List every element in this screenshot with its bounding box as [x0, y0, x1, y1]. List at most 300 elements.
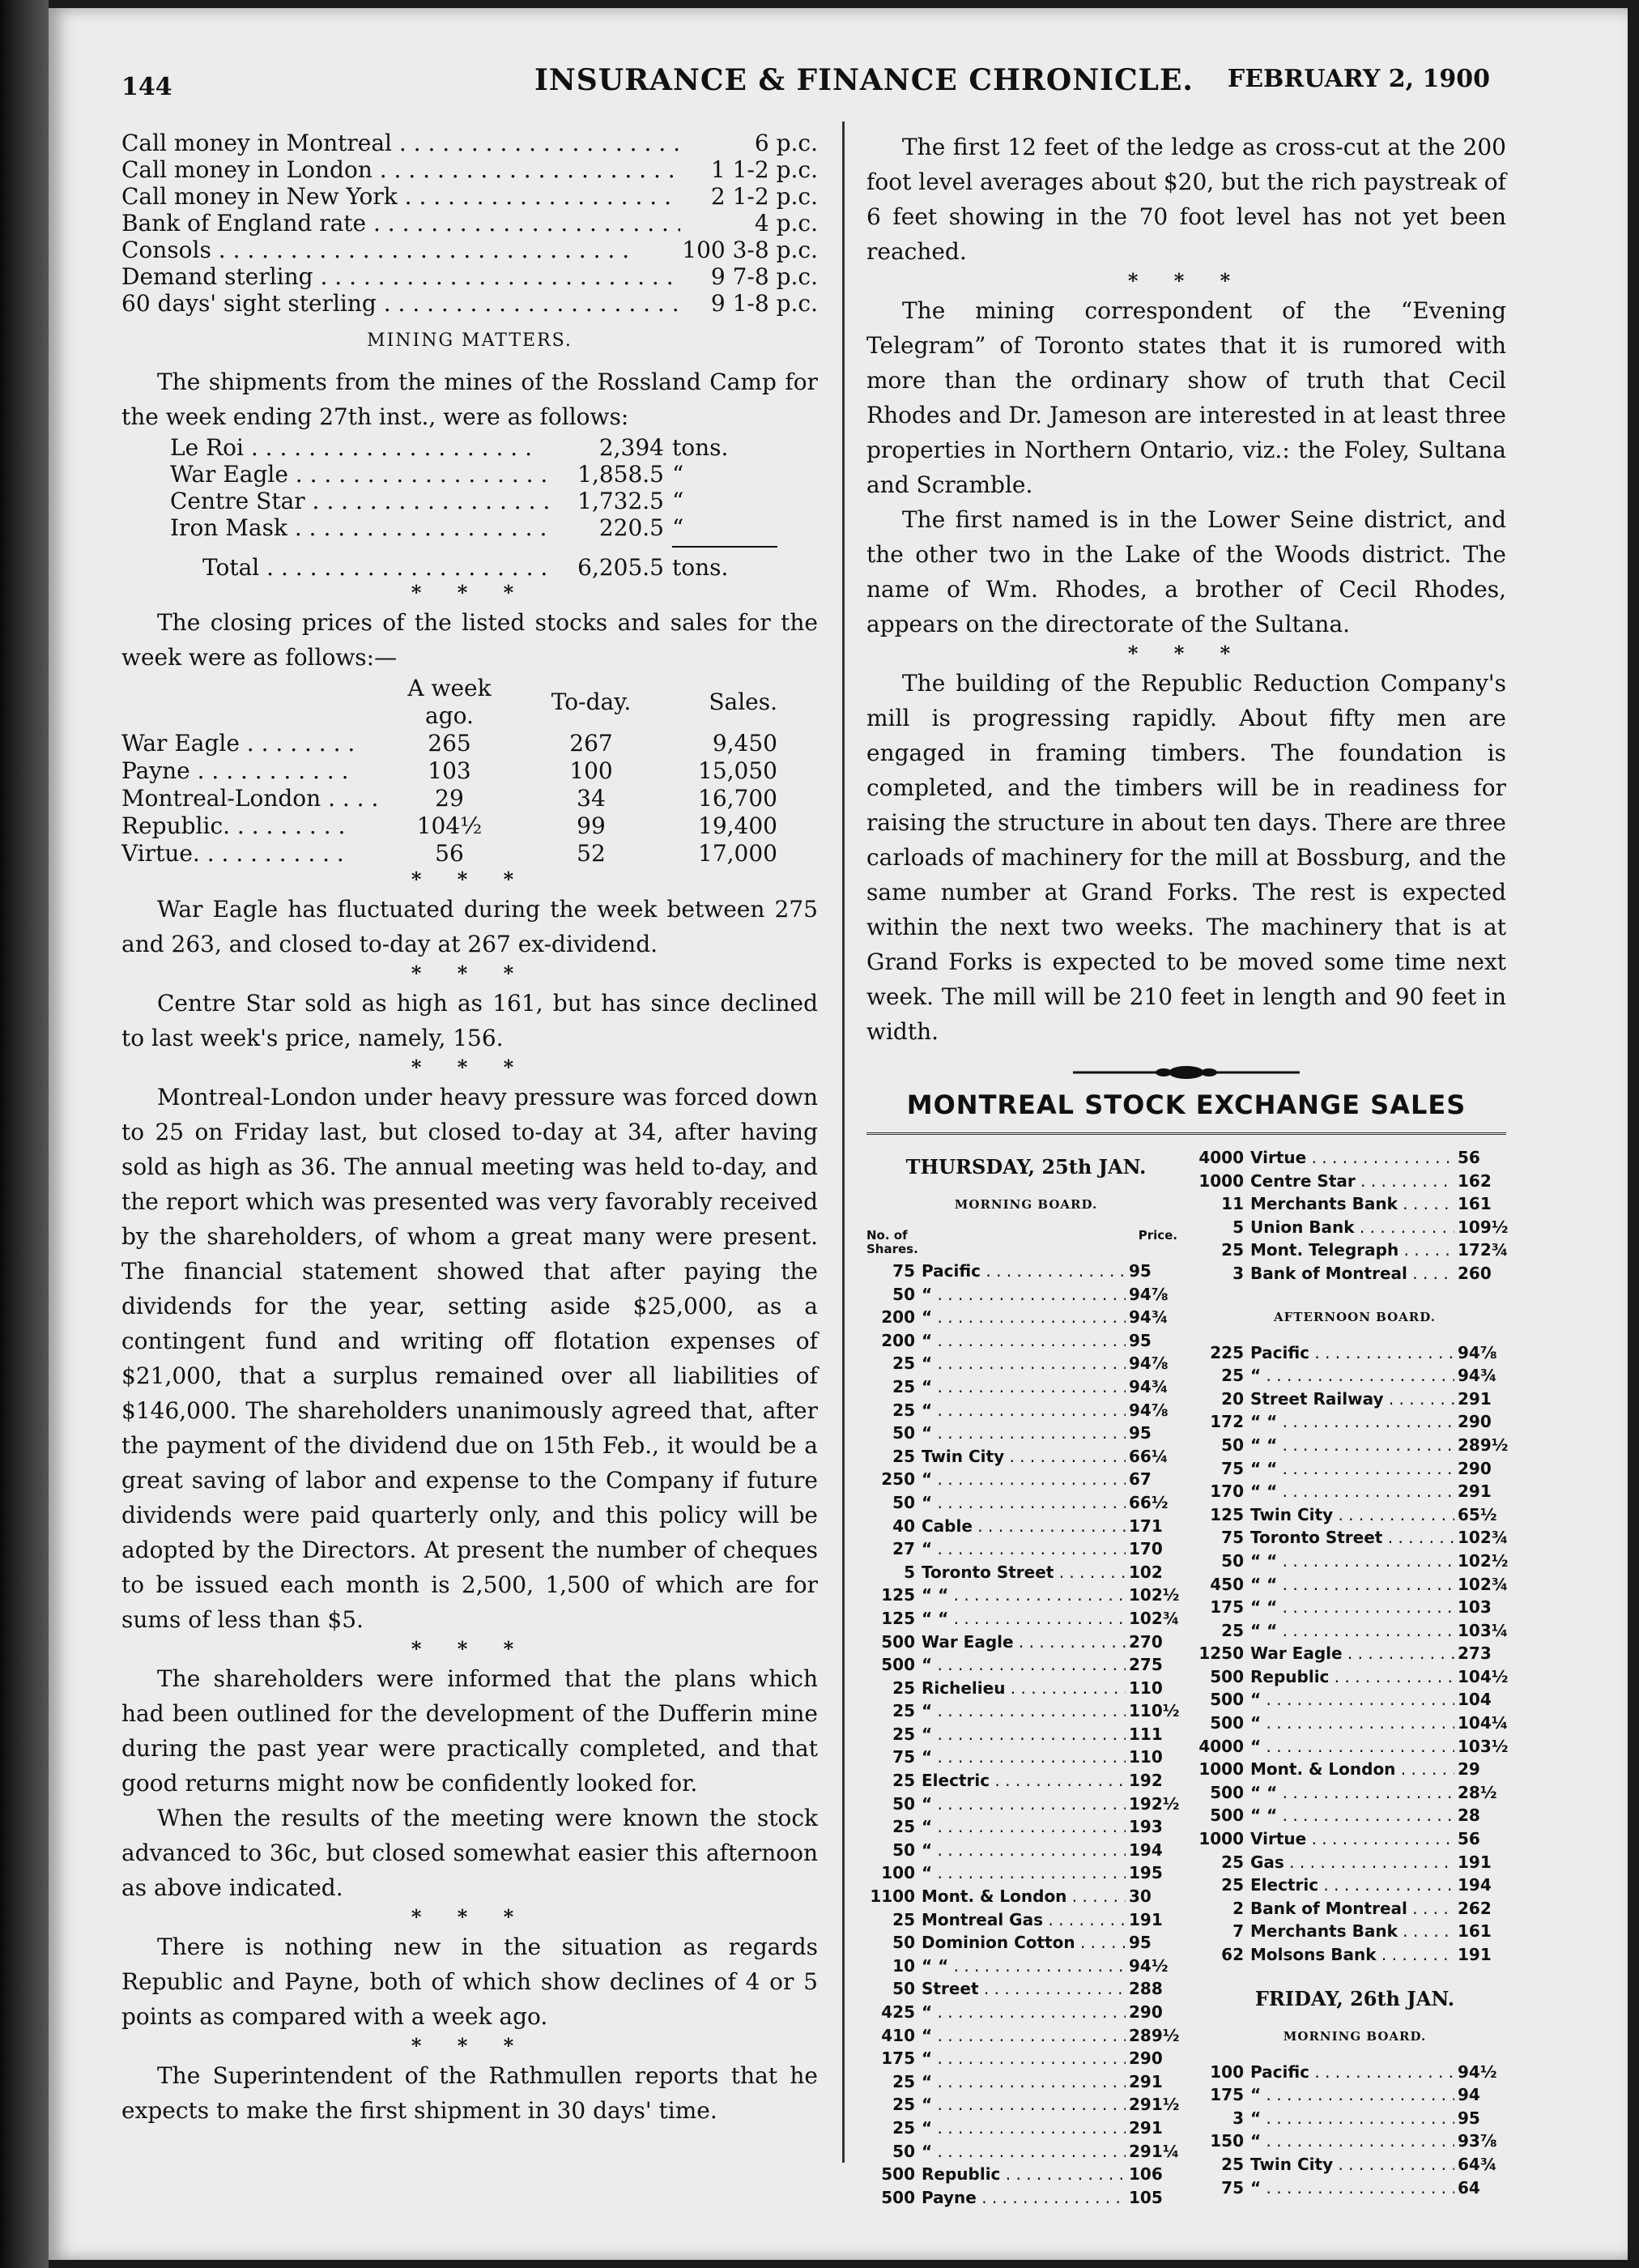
page-number: 144 [121, 73, 172, 101]
sale-quantity: 3 [1232, 1263, 1244, 1283]
sale-row [866, 1631, 1186, 1654]
separator-stars: * * * [411, 1637, 529, 1660]
sale-price: 103½ [1458, 1736, 1509, 1756]
sale-row [866, 1769, 1186, 1793]
shipments-list [121, 434, 818, 581]
sale-price: 66¼ [1129, 1446, 1169, 1466]
rate-row: Demand sterling . . . 9 7-8 p.c. [121, 263, 818, 290]
sale-price: 291 [1129, 2071, 1163, 2091]
sale-row [866, 2117, 1186, 2140]
column-divider [842, 122, 845, 2163]
paragraph: The building of the Republic Reduction Company's mill is progressing rapidly. About fifty men are engaged in framing timbers. The foundation is completed, and the timbers will be in readiness for raising the structure in about ten days. There are three carloads of machinery for the mill at Bossburg, and the same number at Grand Forks. The rest is expected within the next two weeks. The machinery that is at Grand Forks is expected to be moved some time next week. The mill will be 210 feet in length and 90 feet in width. [866, 670, 1506, 1045]
sale-price: 194 [1129, 1840, 1163, 1860]
publication-title: INSURANCE & FINANCE CHRONICLE. [534, 63, 1194, 97]
sale-row [1195, 1804, 1514, 1827]
sale-quantity: 100 [1210, 2061, 1244, 2082]
sale-quantity: 25 [892, 1817, 915, 1837]
sale-stock-name: “ . . . [1250, 2129, 1454, 2153]
sale-quantity: 25 [1221, 1875, 1244, 1895]
sale-row [866, 1908, 1186, 1932]
sale-row [866, 1861, 1186, 1885]
sale-price: 291 [1129, 2117, 1163, 2138]
sale-stock-name: “ . . . [1250, 2107, 1454, 2130]
sale-price: 260 [1458, 1263, 1492, 1283]
issue-date: FEBRUARY 2, 1900 [1227, 65, 1490, 93]
sale-price: 191 [1129, 1909, 1163, 1929]
sale-row [1195, 1619, 1514, 1643]
sale-quantity: 75 [892, 1261, 915, 1281]
shipment-row: Centre Star . . . 1,732.5 “ [121, 488, 818, 514]
sale-price: 275 [1129, 1655, 1163, 1675]
sale-quantity: 7 [1232, 1921, 1244, 1942]
sale-quantity: 5 [904, 1562, 915, 1582]
sale-quantity: 25 [892, 2117, 915, 2138]
sale-row [1195, 1874, 1514, 1897]
sale-row [1195, 1262, 1514, 1285]
sale-quantity: 25 [892, 1354, 915, 1374]
sale-quantity: 50 [892, 1840, 915, 1860]
sale-quantity: 425 [881, 2002, 915, 2022]
sale-row [866, 1537, 1186, 1561]
sale-row [866, 1352, 1186, 1375]
sale-quantity: 50 [892, 1492, 915, 1512]
sale-price: 291½ [1129, 2095, 1180, 2115]
sale-quantity: 410 [881, 2025, 915, 2045]
sale-stock-name: “ . . . [922, 1699, 1126, 1723]
exchange-sales [866, 1146, 1509, 2209]
sale-price: 291 [1458, 1388, 1492, 1409]
sale-quantity: 500 [1210, 1782, 1244, 1802]
sale-row [1195, 1216, 1514, 1239]
sale-price: 95 [1458, 2108, 1480, 2128]
sale-stock-name: Merchants Bank . . . [1250, 1920, 1454, 1943]
sale-row [1195, 1758, 1514, 1781]
table-row: Payne . . . . . . . . . . . 103 100 15,050 [121, 757, 777, 784]
sale-price: 94½ [1129, 1955, 1169, 1976]
sale-quantity: 175 [881, 2048, 915, 2069]
sale-price: 161 [1458, 1194, 1492, 1214]
sale-stock-name: Street . . . [922, 1977, 1126, 2001]
sale-row [1195, 1712, 1514, 1735]
sale-row [866, 1283, 1186, 1307]
sale-stock-name: Pacific . . . [1250, 2061, 1454, 2084]
sale-stock-name: “ . . . [922, 1422, 1126, 1445]
sale-quantity: 75 [1221, 2177, 1244, 2198]
sale-stock-name: “ . . . [1250, 1688, 1454, 1712]
rates-list [121, 130, 818, 317]
sale-price: 28 [1458, 1805, 1480, 1826]
sale-stock-name: “ . . . [922, 1653, 1126, 1677]
sales-list [866, 1260, 1186, 2209]
board-heading: MORNING BOARD. [954, 1197, 1098, 1212]
sale-row [1195, 1851, 1514, 1874]
separator-stars: * * * [411, 2034, 529, 2057]
sale-stock-name: “ . . . [1250, 2083, 1454, 2107]
sale-stock-name: Bank of Montreal . . . [1250, 1897, 1454, 1921]
sale-quantity: 25 [892, 1771, 915, 1791]
sale-quantity: 500 [881, 2187, 915, 2207]
sale-quantity: 25 [1221, 1240, 1244, 1260]
sale-row [866, 2186, 1186, 2210]
sale-price: 110 [1129, 1747, 1163, 1767]
sale-stock-name: “ . . . [922, 2024, 1126, 2048]
sale-quantity: 500 [881, 1631, 915, 1652]
sale-row [1195, 1642, 1514, 1665]
sale-stock-name: “ . . . [922, 1399, 1126, 1422]
sale-quantity: 500 [1210, 1713, 1244, 1733]
sale-price: 95 [1129, 1423, 1152, 1443]
sale-price: 95 [1129, 1933, 1152, 1953]
sale-stock-name: Bank of Montreal . . . [1250, 1262, 1454, 1285]
sale-stock-name: “ “ . . . [1250, 1410, 1454, 1434]
sale-row [866, 1723, 1186, 1746]
sale-row [1195, 1526, 1514, 1550]
shares-column-label: No. of Shares. [866, 1228, 918, 1256]
sale-row [866, 1445, 1186, 1469]
sale-quantity: 1250 [1198, 1643, 1244, 1664]
sale-row [1195, 1897, 1514, 1921]
sale-stock-name: Dominion Cotton . . . [922, 1931, 1126, 1955]
sale-quantity: 500 [881, 1655, 915, 1675]
sale-price: 105 [1129, 2187, 1163, 2207]
sale-price: 56 [1458, 1148, 1480, 1167]
sale-stock-name: Republic . . . [1250, 1665, 1454, 1689]
sale-price: 65½ [1458, 1504, 1497, 1524]
sale-row [1195, 1596, 1514, 1619]
paragraph: The first named is in the Lower Seine district, and the other two in the Lake of the Woods district. The name of Wm. Rhodes, a brother of Cecil Rhodes, appears on the directorate of the Sultana. [866, 506, 1506, 637]
sale-stock-name: “ . . . [922, 1861, 1126, 1885]
exchange-rule [866, 1132, 1506, 1135]
sale-price: 289½ [1129, 2025, 1180, 2045]
sale-stock-name: “ . . . [922, 2093, 1126, 2117]
sale-row [866, 1607, 1186, 1631]
table-row: Montreal-London . . . . 29 34 16,700 [121, 785, 777, 812]
sale-price: 106 [1129, 2164, 1163, 2185]
sale-stock-name: Union Bank . . . [1250, 1216, 1454, 1239]
rate-row: Bank of England rate . . . 4 p.c. [121, 210, 818, 237]
sale-quantity: 100 [881, 1863, 915, 1883]
sale-price: 262 [1458, 1898, 1492, 1918]
sale-row [866, 1977, 1186, 2001]
sale-row [866, 2093, 1186, 2117]
table-row: War Eagle . . . . . . . . 265 267 9,450 [121, 730, 777, 757]
shipment-row: Le Roi . . . 2,394 tons. [121, 434, 818, 461]
sale-stock-name: “ . . . [922, 2140, 1126, 2164]
paragraph: The Superintendent of the Rathmullen reports that he expects to make the first shipment in 30 days' time. [121, 2062, 818, 2124]
shipment-row: Iron Mask . . . 220.5 “ [121, 514, 818, 541]
sale-row [1195, 2061, 1514, 2084]
sale-stock-name: “ . . . [1250, 1364, 1454, 1388]
sale-price: 67 [1129, 1469, 1152, 1490]
sale-row [866, 1584, 1186, 1607]
sale-quantity: 500 [1210, 1690, 1244, 1710]
sale-stock-name: “ “ . . . [1250, 1804, 1454, 1827]
sale-row [1195, 1688, 1514, 1712]
sale-quantity: 175 [1210, 2085, 1244, 2105]
sale-stock-name: “ . . . [922, 1537, 1126, 1561]
sale-price: 171 [1129, 1516, 1163, 1536]
sale-row [866, 2024, 1186, 2048]
sale-quantity: 25 [892, 1446, 915, 1466]
sale-quantity: 1000 [1198, 1170, 1244, 1191]
sale-row [1195, 1480, 1514, 1503]
sale-price: 66½ [1129, 1492, 1169, 1512]
paragraph: The closing prices of the listed stocks and sales for the week were as follows:— [121, 609, 818, 671]
sale-stock-name: Mont. & London . . . [1250, 1758, 1454, 1781]
sale-stock-name: Twin City . . . [1250, 1503, 1454, 1527]
sale-stock-name: “ . . . [1250, 1735, 1454, 1759]
sales-list [1195, 2061, 1514, 2200]
rate-row: Call money in Montreal . . . 6 p.c. [121, 130, 818, 156]
sale-stock-name: Republic . . . [922, 2163, 1126, 2186]
sale-row [1195, 2107, 1514, 2130]
sale-quantity: 172 [1210, 1412, 1244, 1432]
sale-stock-name: “ . . . [922, 1468, 1126, 1491]
day-heading: THURSDAY, 25th JAN. [905, 1155, 1147, 1179]
sale-quantity: 50 [892, 1979, 915, 1999]
sale-row [1195, 1457, 1514, 1481]
board-heading: MORNING BOARD. [1283, 2028, 1427, 2044]
sale-stock-name: “ . . . [922, 1793, 1126, 1816]
table-header: A week ago. To-day. Sales. [407, 675, 777, 729]
sale-quantity: 50 [1221, 1435, 1244, 1455]
sale-stock-name: “ . . . [922, 2047, 1126, 2070]
sale-price: 64¾ [1458, 2154, 1497, 2174]
sale-price: 291 [1458, 1481, 1492, 1502]
sale-stock-name: “ “ . . . [922, 1584, 1126, 1607]
sale-price: 110½ [1129, 1701, 1180, 1721]
sale-price: 191 [1458, 1852, 1492, 1872]
sale-stock-name: “ . . . [922, 1283, 1126, 1307]
sale-stock-name: Pacific . . . [1250, 1341, 1454, 1365]
rate-row: 60 days' sight sterling . . . 9 1-8 p.c. [121, 290, 818, 317]
sale-price: 56 [1458, 1829, 1480, 1849]
sale-row [1195, 1943, 1514, 1967]
sale-stock-name: “ . . . [922, 2117, 1126, 2140]
sale-quantity: 75 [1221, 1528, 1244, 1548]
sale-price: 103¼ [1458, 1620, 1509, 1640]
sale-price: 94⅞ [1129, 1400, 1169, 1420]
sale-quantity: 50 [892, 2141, 915, 2161]
shipment-row: War Eagle . . . 1,858.5 “ [121, 461, 818, 488]
sale-stock-name: Toronto Street . . . [922, 1561, 1126, 1584]
sale-row [866, 1931, 1186, 1955]
sale-row [1195, 1503, 1514, 1527]
sale-quantity: 200 [881, 1330, 915, 1350]
sale-row [866, 1839, 1186, 1862]
sale-stock-name: Payne . . . [922, 2186, 1126, 2210]
sale-price: 104 [1458, 1690, 1492, 1710]
sale-price: 94¾ [1458, 1366, 1497, 1386]
sale-row [866, 1677, 1186, 1700]
sale-price: 290 [1129, 2048, 1163, 2069]
separator-stars: * * * [411, 1055, 529, 1079]
sale-price: 193 [1129, 1817, 1163, 1837]
sale-stock-name: Street Railway . . . [1250, 1388, 1454, 1411]
paragraph: The shareholders were informed that the plans which had been outlined for the development of the Dufferin mine during the past year were practically completed, and that good returns might now be confidently looked for. [121, 1665, 818, 1797]
sale-stock-name: Virtue . . . [1250, 1827, 1454, 1851]
sale-row [1195, 1573, 1514, 1597]
sale-row [1195, 1781, 1514, 1805]
sale-row [866, 1468, 1186, 1491]
sale-row [1195, 2129, 1514, 2153]
sale-price: 172¾ [1458, 1240, 1509, 1260]
sale-stock-name: “ . . . [922, 1839, 1126, 1862]
sale-row [1195, 2153, 1514, 2176]
sale-price: 194 [1458, 1875, 1492, 1895]
sale-stock-name: “ . . . [922, 1352, 1126, 1375]
sale-price: 102¾ [1458, 1574, 1509, 1594]
paragraph: War Eagle has fluctuated during the week between 275 and 263, and closed to-day at 267 ex-dividend. [121, 896, 818, 957]
sale-price: 94½ [1458, 2061, 1497, 2082]
sale-stock-name: Cable . . . [922, 1515, 1126, 1538]
sale-row [866, 2140, 1186, 2164]
sale-row [866, 2001, 1186, 2024]
sale-price: 111 [1129, 1724, 1163, 1744]
sale-stock-name: War Eagle . . . [922, 1631, 1126, 1654]
sale-quantity: 25 [892, 2095, 915, 2115]
sale-stock-name: Richelieu . . . [922, 1677, 1126, 1700]
sale-price: 95 [1129, 1330, 1152, 1350]
separator-stars: * * * [1127, 642, 1245, 665]
sale-price: 102 [1129, 1562, 1163, 1582]
sale-stock-name: “ “ . . . [1250, 1573, 1454, 1597]
sale-quantity: 50 [892, 1933, 915, 1953]
sale-quantity: 170 [1210, 1481, 1244, 1502]
sale-quantity: 75 [892, 1747, 915, 1767]
sale-row [1195, 2083, 1514, 2107]
sale-stock-name: “ . . . [1250, 2176, 1454, 2200]
sale-stock-name: “ . . . [922, 1329, 1126, 1353]
sale-row [866, 1329, 1186, 1353]
table-row: Republic. . . . . . . . . 104½ 99 19,400 [121, 812, 777, 839]
sale-quantity: 25 [892, 1400, 915, 1420]
sale-price: 290 [1458, 1458, 1492, 1478]
sales-list [1195, 1341, 1514, 1967]
sale-stock-name: “ “ . . . [1250, 1596, 1454, 1619]
section-heading: MINING MATTERS. [367, 330, 573, 351]
sale-quantity: 2 [1232, 1898, 1244, 1918]
sale-price: 195 [1129, 1863, 1163, 1883]
sale-price: 64 [1458, 2177, 1480, 2198]
sale-row [1195, 1665, 1514, 1689]
sale-stock-name: Gas . . . [1250, 1851, 1454, 1874]
sale-row [866, 1561, 1186, 1584]
sale-quantity: 125 [1210, 1504, 1244, 1524]
sale-stock-name: Mont. Telegraph . . . [1250, 1238, 1454, 1262]
sale-stock-name: “ . . . [922, 1723, 1126, 1746]
sale-stock-name: Merchants Bank . . . [1250, 1192, 1454, 1216]
sale-stock-name: Montreal Gas . . . [922, 1908, 1126, 1932]
sale-price: 94⅞ [1458, 1342, 1497, 1362]
sale-price: 94⅞ [1129, 1284, 1169, 1304]
price-column-label: Price. [1138, 1228, 1177, 1243]
sale-quantity: 25 [1221, 1366, 1244, 1386]
sales-list [1195, 1146, 1514, 1285]
sale-stock-name: Molsons Bank . . . [1250, 1943, 1454, 1967]
separator-stars: * * * [411, 868, 529, 891]
sale-price: 103 [1458, 1597, 1492, 1618]
closing-prices-table [121, 675, 777, 868]
sale-row [1195, 1238, 1514, 1262]
sale-row [1195, 1410, 1514, 1434]
sale-row [866, 1375, 1186, 1399]
sale-stock-name: War Eagle . . . [1250, 1642, 1454, 1665]
sale-row [1195, 1146, 1514, 1170]
sale-price: 192½ [1129, 1793, 1180, 1814]
sale-quantity: 500 [1210, 1666, 1244, 1686]
sale-row [1195, 1550, 1514, 1573]
separator-stars: * * * [1127, 269, 1245, 292]
sale-price: 290 [1129, 2002, 1163, 2022]
sale-price: 161 [1458, 1921, 1492, 1942]
page-header [121, 58, 1490, 107]
sale-stock-name: Toronto Street . . . [1250, 1526, 1454, 1550]
sale-stock-name: “ . . . [922, 2001, 1126, 2024]
sale-stock-name: “ . . . [922, 1491, 1126, 1515]
sale-stock-name: “ “ . . . [1250, 1480, 1454, 1503]
sale-row [866, 1399, 1186, 1422]
sale-stock-name: “ . . . [922, 1306, 1126, 1329]
sale-stock-name: “ “ . . . [1250, 1781, 1454, 1805]
sale-quantity: 5 [1232, 1217, 1244, 1237]
sale-row [1195, 1434, 1514, 1457]
sale-row [866, 1653, 1186, 1677]
sale-row [866, 1306, 1186, 1329]
sale-stock-name: “ “ . . . [1250, 1619, 1454, 1643]
sale-price: 273 [1458, 1643, 1492, 1664]
sale-row [866, 1815, 1186, 1839]
sale-stock-name: “ “ . . . [922, 1955, 1126, 1978]
exchange-column-right [1195, 1146, 1514, 2209]
sale-quantity: 25 [892, 1724, 915, 1744]
sale-quantity: 1100 [870, 1886, 915, 1907]
sale-quantity: 3 [1232, 2108, 1244, 2128]
sale-row [1195, 1341, 1514, 1365]
sale-row [866, 1422, 1186, 1445]
sale-quantity: 27 [892, 1539, 915, 1559]
board-heading: AFTERNOON BOARD. [1274, 1309, 1436, 1324]
paragraph: The mining correspondent of the “Evening Telegram” of Toronto states that it is rumored with more than the ordinary show of truth that Cecil Rhodes and Dr. Jameson are interested in at least three properties in Northern Ontario, viz.: the Foley, Sultana and Scramble. [866, 297, 1506, 498]
sale-stock-name: “ . . . [922, 1815, 1126, 1839]
sale-price: 290 [1458, 1412, 1492, 1432]
sale-stock-name: “ “ . . . [1250, 1457, 1454, 1481]
sale-stock-name: “ . . . [1250, 1712, 1454, 1735]
sale-quantity: 250 [881, 1469, 915, 1490]
sale-quantity: 25 [892, 1376, 915, 1396]
sale-row [866, 1885, 1186, 1908]
sale-quantity: 50 [892, 1284, 915, 1304]
separator-stars: * * * [411, 581, 529, 604]
sale-quantity: 25 [1221, 1620, 1244, 1640]
sale-price: 102½ [1129, 1585, 1180, 1605]
rate-row: Call money in New York . . . 2 1-2 p.c. [121, 183, 818, 210]
sale-price: 94¾ [1129, 1376, 1169, 1396]
sale-stock-name: “ . . . [922, 2070, 1126, 2094]
sale-quantity: 25 [892, 1678, 915, 1698]
sale-row [1195, 1388, 1514, 1411]
rate-row: Consols . . . 100 3-8 p.c. [121, 237, 818, 263]
sale-price: 192 [1129, 1771, 1163, 1791]
sale-price: 93⅞ [1458, 2131, 1497, 2151]
sale-price: 94⅞ [1129, 1354, 1169, 1374]
sale-row [1195, 1735, 1514, 1759]
sale-stock-name: Twin City . . . [1250, 2153, 1454, 2176]
sale-quantity: 50 [892, 1793, 915, 1814]
book-binding [0, 0, 49, 2268]
sale-quantity: 1000 [1198, 1759, 1244, 1780]
sale-row [866, 1955, 1186, 1978]
